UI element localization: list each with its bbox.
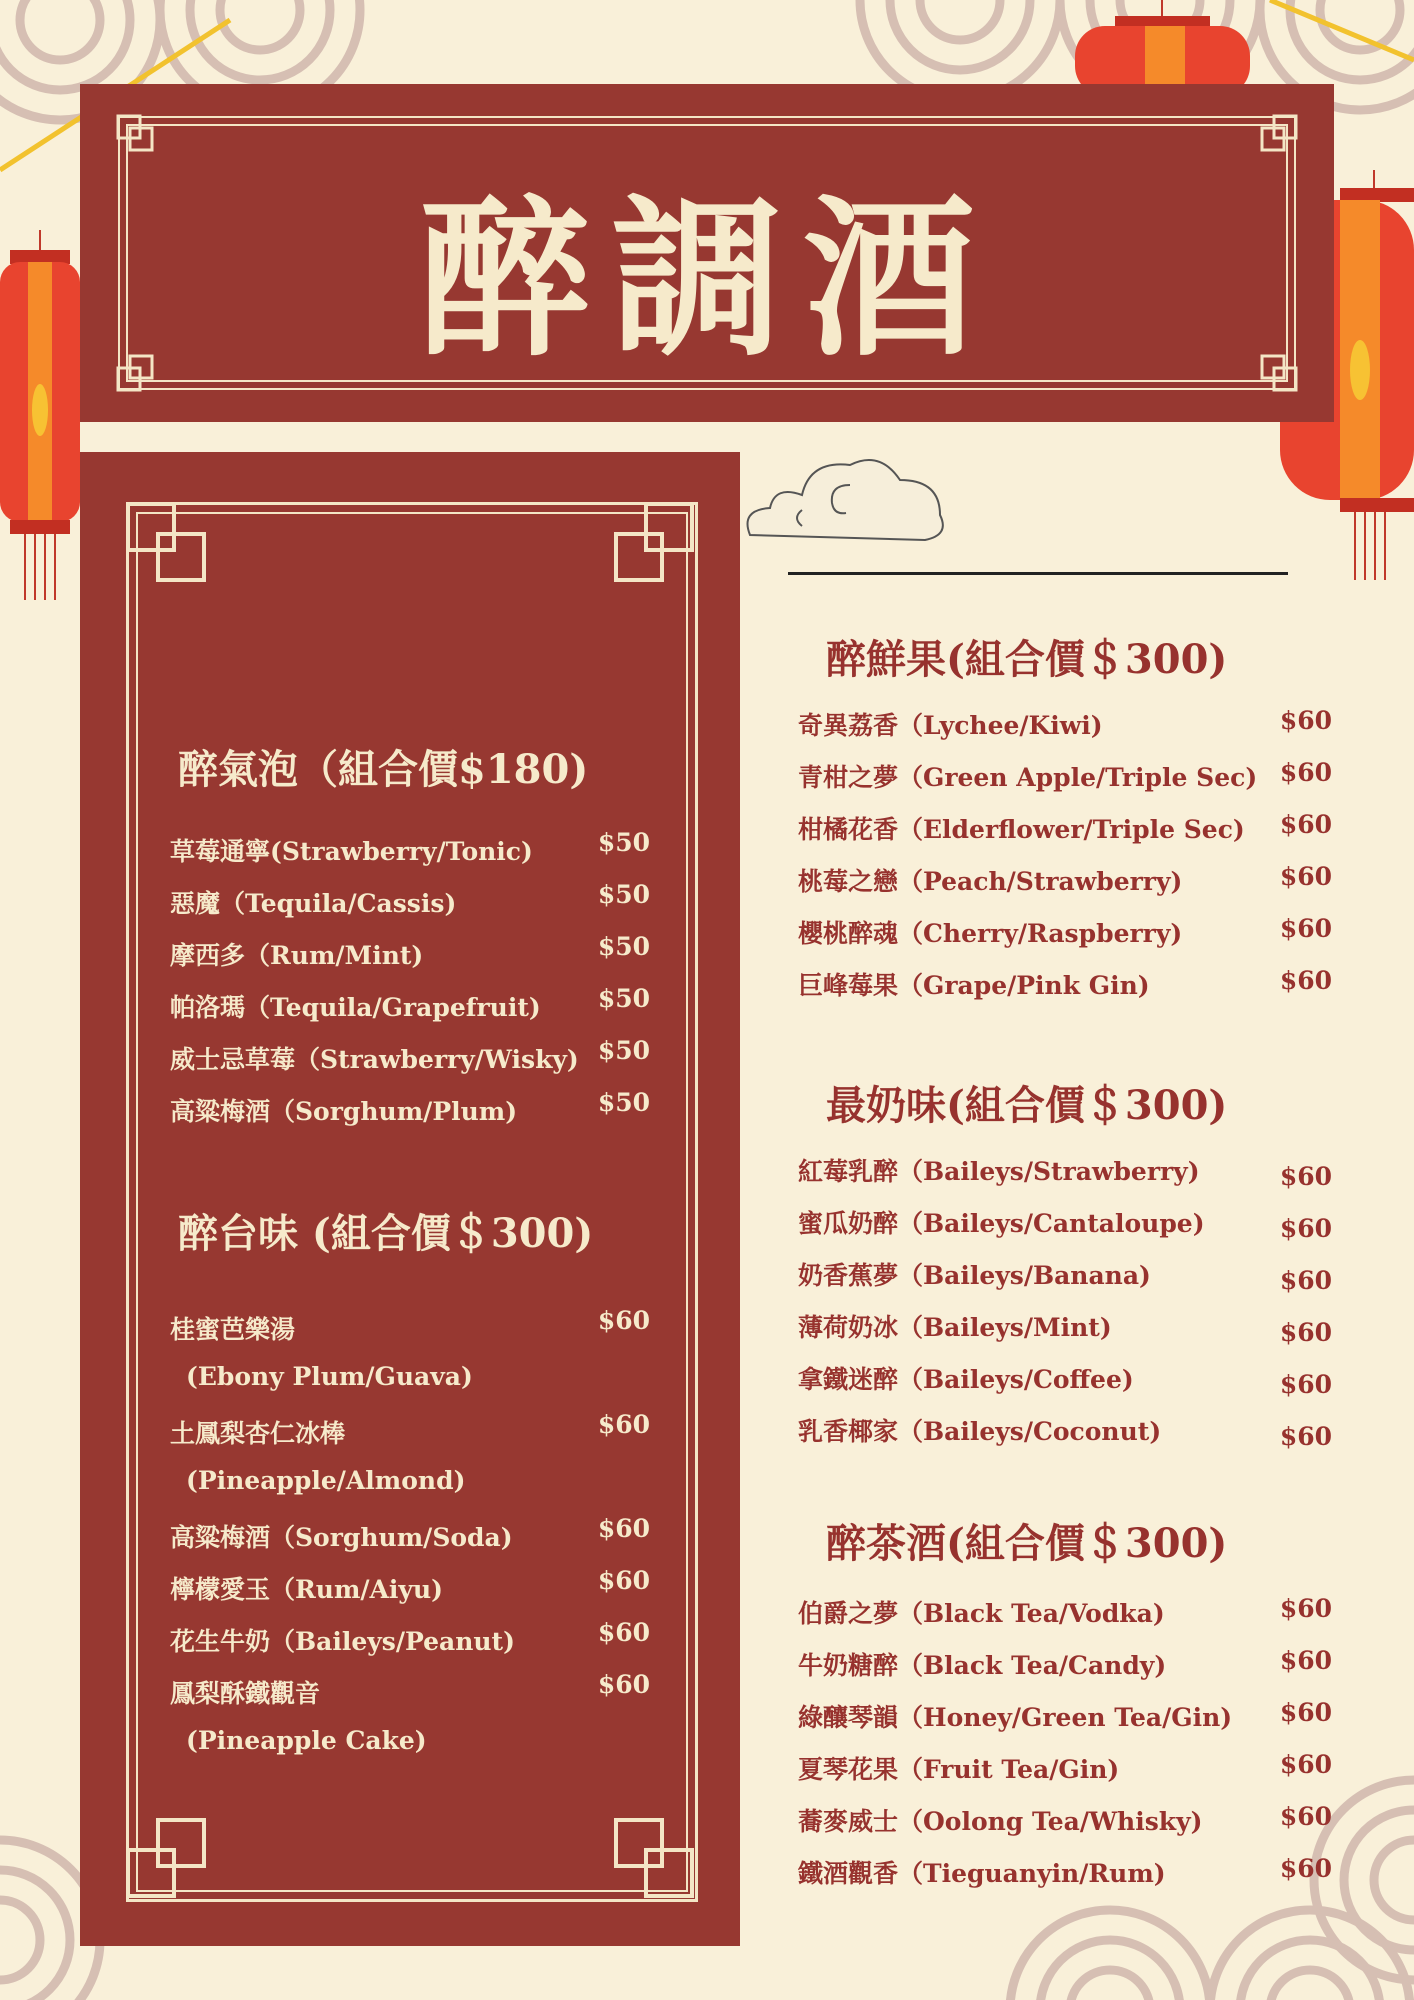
item-name: 惡魔（Tequila/Cassis): [170, 889, 457, 918]
item-price: $60: [1279, 1266, 1332, 1295]
item-price: $60: [1279, 810, 1332, 839]
item-price: $60: [597, 1670, 650, 1699]
item-name: 柑橘花香（Elderflower/Triple Sec): [798, 815, 1245, 844]
menu-item: [798, 810, 1332, 850]
page-title: 醉調酒: [419, 177, 995, 380]
item-price: $50: [597, 1036, 650, 1065]
section-title: 最奶味(組合價＄300): [826, 1082, 1228, 1129]
knot-corner-icon: [1246, 114, 1298, 166]
menu-item: [170, 828, 650, 872]
item-name: 鳳梨酥鐵觀音: [170, 1679, 321, 1708]
item-name: 高粱梅酒（Sorghum/Soda): [170, 1523, 513, 1552]
item-price: $60: [1279, 706, 1332, 735]
cloud-icon: [740, 440, 955, 550]
menu-item: [798, 1854, 1332, 1894]
item-price: $60: [597, 1514, 650, 1543]
item-name: 紅莓乳醉（Baileys/Strawberry): [798, 1157, 1200, 1186]
item-price: $60: [1279, 1422, 1332, 1451]
item-price: $60: [1279, 862, 1332, 891]
menu-item: [798, 914, 1332, 954]
menu-item: [170, 1410, 650, 1454]
item-price: $60: [1279, 758, 1332, 787]
item-name: 威士忌草莓（Strawberry/Wisky): [170, 1045, 579, 1074]
item-price: $60: [1279, 1802, 1332, 1831]
item-price: $50: [597, 932, 650, 961]
item-name: 巨峰莓果（Grape/Pink Gin): [798, 971, 1150, 1000]
menu-item: [798, 862, 1332, 902]
item-name: 土鳳梨杏仁冰棒: [170, 1419, 346, 1448]
item-name: (Pineapple Cake): [186, 1726, 427, 1755]
item-name: 奇異荔香（Lychee/Kiwi): [798, 711, 1103, 740]
item-name: 高粱梅酒（Sorghum/Plum): [170, 1097, 518, 1126]
item-price: $50: [597, 828, 650, 857]
menu-item: [170, 1088, 650, 1132]
item-name: 牛奶糖醉（Black Tea/Candy): [798, 1651, 1167, 1680]
item-name: 草莓通寧(Strawberry/Tonic): [170, 837, 533, 866]
item-price: $60: [1279, 1698, 1332, 1727]
menu-item: [170, 1306, 650, 1350]
section-title: 醉台味 (組合價＄300): [178, 1210, 594, 1257]
menu-item: [170, 932, 650, 976]
item-price: $60: [1279, 1854, 1332, 1883]
item-price: $60: [1279, 1750, 1332, 1779]
item-name: (Ebony Plum/Guava): [186, 1362, 473, 1391]
menu-item: [170, 1566, 650, 1610]
item-name: 綠釀琴韻（Honey/Green Tea/Gin): [798, 1703, 1233, 1732]
item-price: $60: [1279, 1162, 1332, 1191]
section-title: 醉鮮果(組合價＄300): [826, 636, 1228, 683]
knot-corner-icon: [606, 1810, 696, 1900]
item-price: $60: [1279, 1318, 1332, 1347]
knot-corner-icon: [124, 500, 214, 590]
section-title: 醉氣泡（組合價$180): [178, 746, 589, 793]
item-price: $50: [597, 1088, 650, 1117]
item-price: $60: [1279, 1370, 1332, 1399]
item-name: 薄荷奶冰（Baileys/Mint): [798, 1313, 1112, 1342]
left-menu-panel: [80, 452, 740, 1946]
menu-item: [186, 1362, 666, 1402]
knot-corner-icon: [606, 500, 696, 590]
menu-item: [798, 1594, 1332, 1634]
item-name: 桃莓之戀（Peach/Strawberry): [798, 867, 1183, 896]
menu-item: [798, 1412, 1332, 1452]
item-name: 奶香蕉夢（Baileys/Banana): [798, 1261, 1151, 1290]
item-price: $60: [1279, 1214, 1332, 1243]
item-name: 拿鐵迷醉（Baileys/Coffee): [798, 1365, 1134, 1394]
item-price: $60: [597, 1410, 650, 1439]
menu-item: [798, 1646, 1332, 1686]
menu-item: [798, 1152, 1332, 1192]
item-price: $60: [1279, 1594, 1332, 1623]
menu-item: [798, 966, 1332, 1006]
item-name: 蕎麥威士（Oolong Tea/Whisky): [798, 1807, 1203, 1836]
menu-item: [798, 1360, 1332, 1400]
menu-item: [170, 1514, 650, 1558]
item-name: 櫻桃醉魂（Cherry/Raspberry): [798, 919, 1183, 948]
menu-item: [798, 706, 1332, 746]
item-name: (Pineapple/Almond): [186, 1466, 466, 1495]
knot-corner-icon: [124, 1810, 214, 1900]
item-price: $50: [597, 880, 650, 909]
item-name: 青柑之夢（Green Apple/Triple Sec): [798, 763, 1258, 792]
menu-item: [798, 758, 1332, 798]
menu-item: [798, 1308, 1332, 1348]
item-name: 夏琴花果（Fruit Tea/Gin): [798, 1755, 1120, 1784]
menu-item: [170, 1618, 650, 1662]
item-name: 桂蜜芭樂湯: [170, 1315, 296, 1344]
item-name: 伯爵之夢（Black Tea/Vodka): [798, 1599, 1165, 1628]
item-price: $50: [597, 984, 650, 1013]
item-name: 摩西多（Rum/Mint): [170, 941, 424, 970]
title-banner: [80, 84, 1334, 422]
item-name: 乳香椰家（Baileys/Coconut): [798, 1417, 1162, 1446]
menu-item: [186, 1726, 666, 1766]
menu-item: [798, 1698, 1332, 1738]
item-price: $60: [597, 1618, 650, 1647]
menu-item: [170, 1670, 650, 1714]
menu-item: [170, 1036, 650, 1080]
section-title: 醉茶酒(組合價＄300): [826, 1520, 1228, 1567]
item-name: 帕洛瑪（Tequila/Grapefruit): [170, 993, 541, 1022]
item-name: 花生牛奶（Baileys/Peanut): [170, 1627, 515, 1656]
lantern-icon: [0, 230, 80, 600]
item-name: 鐵酒觀香（Tieguanyin/Rum): [798, 1859, 1166, 1888]
lantern-icon: [1075, 0, 1250, 90]
menu-item: [170, 984, 650, 1028]
menu-item: [170, 880, 650, 924]
item-price: $60: [1279, 966, 1332, 995]
menu-item: [798, 1256, 1332, 1296]
item-name: 蜜瓜奶醉（Baileys/Cantaloupe): [798, 1209, 1205, 1238]
section-divider: [788, 572, 1288, 575]
menu-item: [798, 1204, 1332, 1244]
menu-item: [798, 1802, 1332, 1842]
item-name: 檸檬愛玉（Rum/Aiyu): [170, 1575, 443, 1604]
item-price: $60: [597, 1306, 650, 1335]
knot-corner-icon: [116, 114, 168, 166]
item-price: $60: [597, 1566, 650, 1595]
menu-item: [798, 1750, 1332, 1790]
menu-item: [186, 1466, 666, 1506]
item-price: $60: [1279, 914, 1332, 943]
item-price: $60: [1279, 1646, 1332, 1675]
